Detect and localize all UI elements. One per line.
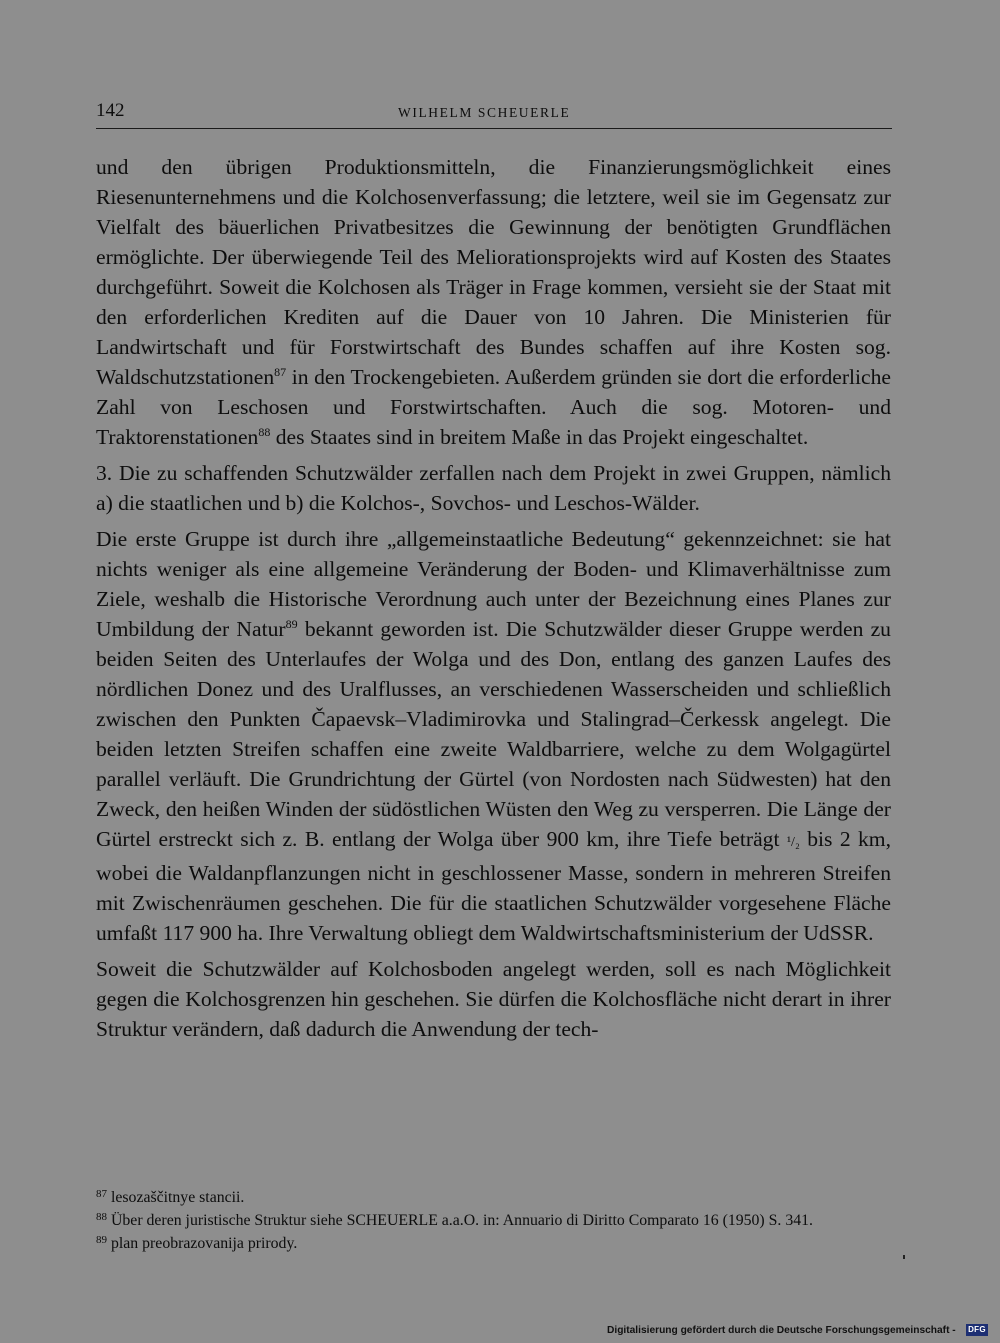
running-title: WILHELM SCHEUERLE	[398, 105, 571, 120]
scan-mark	[903, 1255, 905, 1259]
paragraph-4: Soweit die Schutzwälder auf Kolchosboden angelegt werden, soll es nach Möglichkeit gegen die Kolchosgrenzen hin geschehen. Sie dürfen die Kolchosfläche nicht derart in ihrer Struktur verändern, daß dadurch die Anwendung der tech-	[96, 957, 891, 1041]
footnote-88: $^{88}$ Über deren juristische Struktur siehe SCHEUERLE a.a.O. in: Annuario di Diritto Comparato 16 (1950) S. 341.	[96, 1211, 813, 1229]
paragraph-1: und den übrigen Produktionsmitteln, die Finanzierungsmöglichkeit eines Riesenunternehmens und die Kolchosenverfassung; die letztere, weil sie im Gegensatz zur Vielfalt des bäuerlichen Privatbesitzes die Gewinnung der benötigten Grundflächen ermöglichte. Der überwiegende Teil des Meliorationsprojekts wird auf Kosten des Staates durchgeführt. Soweit die Kolchosen als Träger in Frage kommen, versieht sie der Staat mit den erforderlichen Krediten auf die Dauer von 10 Jahren. Die Ministerien für Landwirtschaft und für Forstwirtschaft des Bundes schaffen auf ihre Kosten sog. Waldschutzstationen$^{87}$ in den Trockengebieten. Außerdem gründen sie dort die erforderliche Zahl von Leschosen und Forstwirtschaften. Auch die sog. Motoren- und Traktorenstationen$^{88}$ des Staates sind in breitem Maße in das Projekt eingeschaltet.	[96, 155, 891, 449]
page-number: 142	[96, 100, 125, 121]
footnote-ref-89[interactable]: 89	[285, 617, 298, 631]
fraction-half: ¹/₂	[786, 835, 800, 850]
footnote-ref-87[interactable]: 87	[274, 365, 287, 379]
paragraph-2: 3. Die zu schaffenden Schutzwälder zerfallen nach dem Projekt in zwei Gruppen, nämlich a) die staatlichen und b) die Kolchos-, Sovchos- und Leschos-Wälder.	[96, 461, 891, 515]
footnotes	[96, 1188, 891, 1257]
funding-note: Digitalisierung gefördert durch die Deutsche Forschungsgemeinschaft -	[607, 1325, 956, 1336]
dfg-logo[interactable]: DFG	[966, 1324, 988, 1336]
footnote-ref-88[interactable]: 88	[258, 425, 271, 439]
page-header	[96, 98, 892, 129]
footnote-87: $^{87}$ lesozaščitnye stancii.	[96, 1188, 245, 1206]
footnote-89: $^{89}$ plan preobrazovanija prirody.	[96, 1234, 298, 1252]
paragraph-3: Die erste Gruppe ist durch ihre „allgemeinstaatliche Bedeutung“ gekennzeichnet: sie hat nichts weniger als eine allgemeine Veränderung der Boden- und Klimaverhältnisse zum Ziele, weshalb die Historische Verordnung auch unter der Bezeichnung eines Planes zur Umbildung der Natur$^{89}$ bekannt geworden ist. Die Schutzwälder dieser Gruppe werden zu beiden Seiten des Unterlaufes der Wolga und des Don, entlang des ganzen Laufes des nördlichen Donez und des Uralflusses, an verschiedenen Wasserscheiden und schließlich zwischen den Punkten Čapaevsk–Vladimirovka und Stalingrad–Čerkessk angelegt. Die beiden letzten Streifen schaffen eine zweite Waldbarriere, welche zu dem Wolgagürtel parallel verläuft. Die Grundrichtung der Gürtel (von Nordosten nach Südwesten) hat den Zweck, den heißen Winden der südöstlichen Wüsten den Weg zu versperren. Die Länge der Gürtel erstreckt sich z. B. entlang der Wolga über 900 km, ihre Tiefe beträgt ¹/₂ bis 2 km, wobei die Waldanpflanzungen nicht in geschlossener Masse, sondern in mehreren Streifen mit Zwischenräumen geschehen. Die für die staatlichen Schutzwälder vorgesehene Fläche umfaßt 117 900 ha. Ihre Verwaltung obliegt dem Waldwirtschaftsministerium der UdSSR.	[96, 527, 892, 945]
main-text	[96, 152, 891, 1044]
